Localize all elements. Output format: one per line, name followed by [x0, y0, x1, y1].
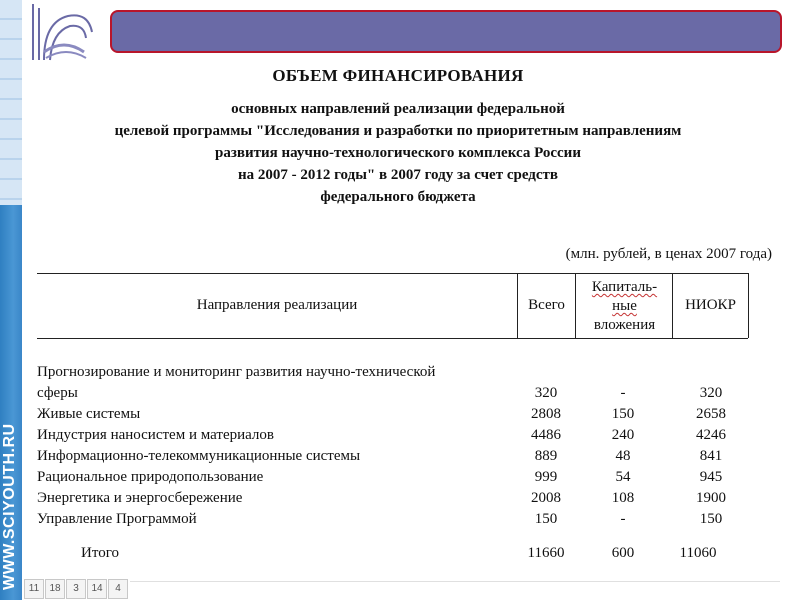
table-row	[37, 362, 777, 404]
row-niokr: 841	[699, 448, 723, 464]
slide-thumbnail-strip	[24, 579, 134, 600]
title-line-2: целевой программы "Исследования и разработки по приоритетным направлениям	[114, 123, 682, 139]
row-niokr: 2658	[696, 406, 726, 422]
row-capital: 108	[611, 490, 635, 506]
slide-thumb[interactable]: 11	[24, 579, 44, 599]
header-capital	[576, 278, 673, 335]
table-total-row	[37, 543, 777, 564]
row-niokr: 320	[699, 385, 723, 401]
row-niokr: 150	[699, 511, 723, 527]
title-line-3: развития научно-технологического комплекса России	[215, 145, 581, 161]
header-capital-line-3: вложения	[593, 317, 656, 333]
header-capital-line-1: Капиталь-	[591, 279, 658, 295]
row-name: Информационно-телекоммуникационные системы	[37, 448, 361, 464]
slide-thumb[interactable]: 3	[66, 579, 86, 599]
row-capital: 54	[615, 469, 631, 485]
row-niokr: 945	[699, 469, 723, 485]
title-line-4: на 2007 - 2012 годы" в 2007 году за счет средств	[237, 167, 558, 183]
sidebar-stripe	[0, 0, 22, 205]
table-row	[37, 488, 777, 509]
row-capital: -	[620, 385, 626, 401]
table-row	[37, 425, 777, 446]
table-header-bottom-rule	[37, 338, 748, 339]
row-total: 2808	[531, 406, 561, 422]
logo-icon	[24, 2, 96, 62]
row-total: 320	[534, 385, 558, 401]
units-note: (млн. рублей, в ценах 2007 года)	[565, 246, 772, 262]
title-block	[28, 66, 768, 208]
row-capital: 48	[615, 448, 631, 464]
row-capital: 150	[611, 406, 635, 422]
slide-thumb[interactable]: 14	[87, 579, 107, 599]
left-sidebar-decoration	[0, 0, 22, 600]
slide-thumb[interactable]: 4	[108, 579, 128, 599]
total-label: Итого	[81, 545, 119, 561]
title-line-1: основных направлений реализации федеральной	[231, 101, 565, 117]
table-body	[37, 362, 777, 564]
row-niokr: 1900	[696, 490, 726, 506]
row-name: Энергетика и энергосбережение	[37, 490, 243, 506]
header-divider	[748, 273, 749, 338]
header-direction: Направления реализации	[196, 297, 358, 313]
row-name: Рациональное природопользование	[37, 469, 264, 485]
title-line-5: федерального бюджета	[320, 189, 476, 205]
table-row	[37, 404, 777, 425]
slide-thumb[interactable]: 18	[45, 579, 65, 599]
row-capital: -	[620, 511, 626, 527]
row-name: Управление Программой	[37, 511, 197, 527]
row-total: 2008	[531, 490, 561, 506]
bottom-divider	[130, 581, 780, 582]
row-total: 999	[534, 469, 558, 485]
table-row	[37, 446, 777, 467]
table-row	[37, 467, 777, 488]
site-url-vertical: WWW.SCIYOUTH.RU	[1, 423, 18, 590]
table-row	[37, 509, 777, 530]
header-total: Всего	[528, 297, 565, 313]
row-total: 150	[534, 511, 558, 527]
row-name: Прогнозирование и мониторинг развития научно-технической сферы	[37, 364, 436, 401]
table-top-rule	[37, 273, 748, 274]
header-banner	[110, 10, 782, 53]
total-capital: 600	[611, 545, 635, 561]
row-total: 4486	[531, 427, 561, 443]
row-niokr: 4246	[696, 427, 726, 443]
row-name: Живые системы	[37, 406, 141, 422]
header-niokr: НИОКР	[685, 297, 736, 313]
row-total: 889	[534, 448, 558, 464]
page-title: ОБЪЕМ ФИНАНСИРОВАНИЯ	[272, 66, 524, 85]
row-name: Индустрия наносистем и материалов	[37, 427, 274, 443]
row-capital: 240	[611, 427, 635, 443]
header-capital-line-2: ные	[612, 298, 637, 314]
total-total: 11660	[527, 545, 565, 561]
total-niokr: 11060	[679, 545, 717, 561]
